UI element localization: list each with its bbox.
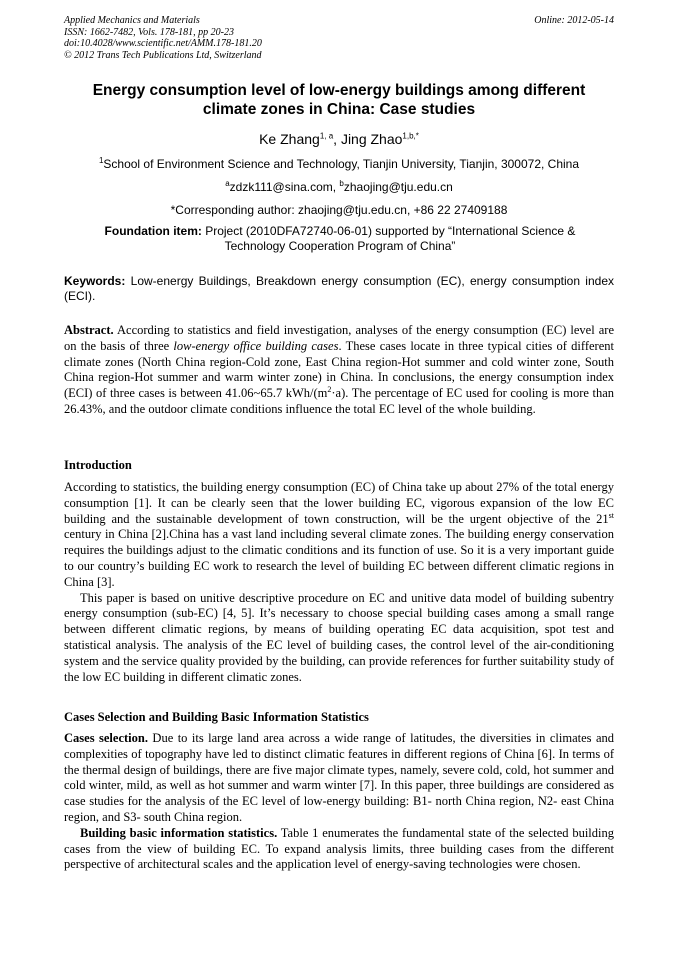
corresponding-author: *Corresponding author: zhaojing@tju.edu.cn, +86 22 27409188	[170, 203, 508, 217]
affiliation-1-sup: 1	[98, 156, 104, 165]
title-line-1: Energy consumption level of low-energy buildings among different	[92, 82, 586, 99]
intro-p1-text-b: century in China [2].China has a vast land including several climate zones. The building energy conservation requires the buildings adjust to the climatic conditions and its function of use. So it is a very important guide to our country’s building EC work to research the level of building EC between different climatic regions in China [3].	[64, 527, 614, 589]
abstract-sup: 2	[327, 385, 332, 395]
email-b-sup: b	[339, 179, 344, 188]
intro-paragraph-2: This paper is based on unitive descriptive procedure on EC and unitive data model of building subentry energy consumption (sub-EC) [4, 5]. It’s necessary to choose special building cases among a small range between different climatic regions, by means of building operating EC data acquisition, spot test and statistical analysis. The analysis of the EC level of building cases, the control level of the air-conditioning system and the service quality provided by the building, can provide references for further suitability study of the low EC building in different climatic zones.	[64, 590, 614, 684]
introduction-body	[64, 480, 614, 685]
affiliation-1	[64, 157, 614, 172]
author-1-sup: 1, a	[319, 131, 334, 141]
foundation-text: Project (2010DFA72740-06-01) supported by “International Science & Technology Cooperation Program of China”	[201, 224, 576, 253]
cases-paragraph-2	[64, 826, 614, 873]
cases-p2-text: Table 1 enumerates the fundamental state of the selected building cases from the view of building EC. To expand analysis limits, three building cases from the different perspective of architectural scales and the application level of energy-saving technologies were chosen.	[64, 825, 614, 872]
doi-line: doi:10.4028/www.scientific.net/AMM.178-181.20	[64, 38, 262, 49]
cases-body	[64, 731, 614, 873]
email-b: zhaojing@tju.edu.cn	[343, 180, 453, 194]
keywords	[64, 274, 614, 304]
copyright-line: © 2012 Trans Tech Publications Ltd, Switzerland	[64, 49, 262, 61]
abstract-text-3: ·a). The percentage of EC used for cooling is more than 26.43%, and the outdoor climate conditions influence the total EC level of the whole building.	[64, 386, 614, 416]
intro-p1-sup: st	[608, 510, 614, 520]
keywords-label: Keywords:	[64, 274, 126, 288]
cases-p1-label: Cases selection.	[64, 731, 148, 745]
title-line-2: climate zones in China: Case studies	[202, 101, 476, 118]
abstract-text-2: . These cases locate in three typical cities of different climate zones (North China region-Cold zone, East China region-Hot summer and cold winter zone, South China region-Hot summer and warm winter zone) in China. In conclusions, the energy consumption index (ECI) of three cases is between 41.06~65.7 kWh/(m	[64, 338, 614, 401]
cases-heading: Cases Selection and Building Basic Information Statistics	[64, 710, 369, 724]
email-a-sup: a	[225, 179, 230, 188]
online-date: Online: 2012-05-14	[534, 15, 614, 26]
journal-name: Applied Mechanics and Materials	[64, 15, 200, 26]
email-line	[64, 180, 614, 195]
abstract-italic: low-energy office building cases	[173, 338, 339, 353]
author-separator: ,	[333, 131, 341, 147]
cases-p1-text: Due to its large land area across a wide range of latitudes, the diversities in climates and complexities of topography have led to distinct climatic features in different regions of China [6]. In terms of the thermal design of buildings, there are five major climate types, namely, severe cold, cold, hot summer and cold winter, mild, as well as hot summer and warm winter [7]. In this paper, three buildings are considered as case studies for the analysis of the EC level of low-energy building: B1- north China region, N2- east China region, and S3- south China region.	[64, 731, 615, 824]
issn-line: ISSN: 1662-7482, Vols. 178-181, pp 20-23	[64, 26, 234, 38]
cases-p2-label: Building basic information statistics.	[80, 825, 278, 840]
intro-p1-text-a: According to statistics, the building energy consumption (EC) of China take up about 27% of the total energy consumption [1]. It can be clearly seen that the lower building EC, vigorous expansion of the low EC building and the sustainable development of town construction, will be the urgent objective of the 21	[64, 480, 614, 526]
affiliation-1-text: School of Environment Science and Technology, Tianjin University, Tianjin, 300072, China	[103, 157, 580, 171]
author-1: Ke Zhang	[259, 131, 320, 147]
intro-paragraph-1	[64, 480, 614, 591]
cases-paragraph-1	[64, 731, 614, 826]
author-2: Jing Zhao	[340, 131, 403, 147]
abstract	[64, 323, 614, 418]
author-2-sup: 1,b,*	[402, 131, 419, 141]
author-list	[64, 130, 614, 148]
introduction-heading: Introduction	[64, 458, 132, 472]
foundation-label: Foundation item:	[104, 224, 202, 238]
paper-title	[64, 81, 614, 119]
email-a: zdzk111@sina.com,	[229, 180, 340, 194]
journal-header	[64, 15, 262, 61]
abstract-label: Abstract.	[64, 323, 114, 337]
foundation-item	[90, 224, 590, 253]
abstract-text-1: According to statistics and field investigation, analyses of the energy consumption (EC) level are on the basis of three	[64, 323, 614, 353]
keywords-text: Low-energy Buildings, Breakdown energy consumption (EC), energy consumption index (ECI).	[64, 274, 614, 303]
